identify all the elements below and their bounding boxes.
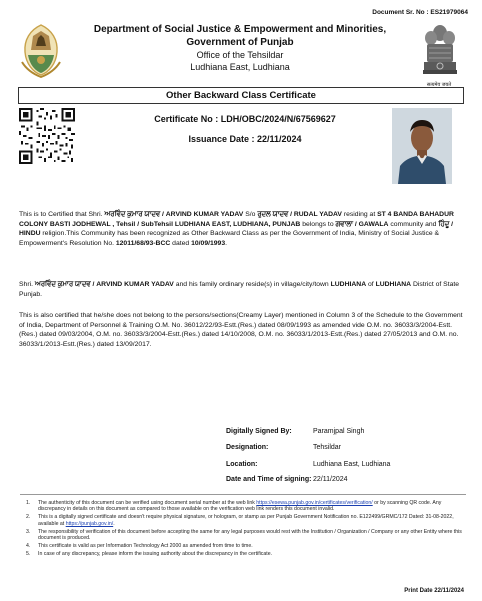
note-text: The responsibility of verification of this document before accepting the same for any legal purposes would rest with the Institution / Organization / Company or any other Entity where this document is produced.: [38, 528, 462, 542]
note-item: [20, 551, 466, 557]
resolution-date: 10/09/1993: [191, 239, 226, 247]
office-name: Office of the Tehsildar: [196, 50, 284, 60]
note-number: 5.: [26, 550, 31, 557]
father-name: ਰੁਦਲ ਯਾਦਵ / RUDAL YADAV: [257, 211, 342, 218]
signed-by-value: Paramjpal Singh: [313, 428, 365, 435]
residence-district: LUDHIANA: [375, 281, 412, 288]
note-item: [20, 514, 466, 527]
para1-text: S/o: [243, 211, 258, 218]
office-location: Ludhiana East, Ludhiana: [190, 62, 290, 72]
location-label: Location:: [226, 461, 258, 468]
para1-text: religion.This Community has been recognized as Other Backward Class as per the Government of India, Ministry of Social Justice & Empowerment's Resolution No.: [19, 230, 440, 247]
signing-datetime-row: [226, 476, 466, 488]
para1-text: belongs to: [300, 220, 336, 228]
notes-divider: [20, 494, 466, 495]
signed-by-row: [226, 428, 466, 440]
designation-row: [226, 444, 466, 456]
para2-text: and his family ordinary reside(s) in village/city/town: [173, 281, 331, 288]
para2-text: of: [366, 281, 376, 288]
para1-text: dated: [170, 239, 192, 247]
para1-text: residing at: [341, 211, 378, 218]
para2-text: District of State Punjab.: [19, 281, 460, 298]
para1-text: This is to Certified that Shri.: [19, 211, 105, 218]
note-text: or by scanning QR code. Any discrepancy in details on this document as compared to those available on the verification web link renders this document invalid.: [38, 500, 442, 513]
note-text: .: [113, 520, 115, 527]
qr-code-icon[interactable]: [19, 108, 75, 164]
punjab-gov-link[interactable]: https://punjab.gov.in/: [65, 520, 114, 527]
government-name: Government of Punjab: [186, 37, 294, 48]
location-row: [226, 461, 466, 473]
designation-value: Tehsildar: [313, 444, 342, 451]
signing-datetime-value: 22/11/2024: [313, 476, 348, 483]
national-emblem-icon: [420, 20, 460, 82]
note-text: In case of any discrepancy, please inform the issuing authority about the discrepancy in the certificate.: [38, 550, 273, 557]
notes-list: [20, 500, 466, 559]
note-item: [20, 529, 466, 542]
note-text: This certificate is valid as per Information Technology Act 2000 as amended from time to time.: [38, 542, 253, 549]
residence-town: LUDHIANA: [330, 281, 367, 288]
signing-datetime-label: Date and Time of signing:: [226, 476, 312, 483]
applicant-name: ਅਰਵਿੰਦ ਕੁਮਾਰ ਯਾਦਵ / ARVIND KUMAR YADAV: [34, 281, 174, 288]
certificate-number: Certificate No : LDH/OBC/2024/N/67569627: [154, 114, 336, 124]
department-name: Department of Social Justice & Empowerment and Minorities,: [93, 24, 387, 35]
designation-label: Designation:: [226, 444, 269, 451]
residence-paragraph: [19, 280, 465, 299]
signed-by-label: Digitally Signed By:: [226, 428, 292, 435]
emblem-motto: सत्यमेव जयते: [426, 82, 452, 88]
creamy-layer-paragraph: This is also certified that he/she does not belong to the persons/sections(Creamy Layer) mentioned in Column 3 of the Schedule to the Government of India, Department of Personnel & Training O.M. No. 36012/22/93-Estt.(Res.) dated 08/09/1993 as amended vide O.M. no. 36033/3/2004-Estt.(Res.) dated 09/03/2004, O.M. no. 36033/3/2004-Estt.(Res.) dated 14/10/2008, O.M. no. 36033/1/2013-Estt.(Res.) dated 27/05/2013 and O.M. no. 36033/1/2013-Estt.(Res.) dated 13/09/2017.: [19, 312, 463, 348]
issuance-date: Issuance Date : 22/11/2024: [188, 134, 302, 144]
note-item: [20, 543, 466, 549]
note-number: 2.: [26, 514, 31, 521]
document-serial: Document Sr. No : ES21979064: [372, 9, 468, 16]
applicant-name: ਅਰਵਿੰਦ ਕੁਮਾਰ ਯਾਦਵ / ARVIND KUMAR YADAV: [104, 211, 244, 218]
resolution-number: 12011/68/93-BCC: [115, 239, 171, 247]
print-date: Print Date 22/11/2024: [404, 588, 464, 594]
certificate-title: Other Backward Class Certificate: [18, 87, 464, 104]
note-text: The authenticity of this document can be verified using document serial number at the web link: [38, 500, 257, 506]
note-number: 4.: [26, 542, 31, 549]
religion-name: ਹਿੰਦੂ / HINDU: [19, 220, 453, 238]
para1-text: .: [225, 239, 228, 247]
para1-text: community and: [388, 220, 439, 228]
certification-paragraph: [19, 210, 465, 248]
note-item: [20, 500, 466, 513]
punjab-emblem-icon: [16, 22, 66, 78]
applicant-photo: [392, 108, 452, 184]
para2-text: Shri.: [19, 281, 35, 288]
verification-link[interactable]: https://esewa.punjab.gov.in/certificates/verification/: [256, 500, 373, 506]
applicant-address: ST 4 BANDA BAHADUR COLONY BASTI JODHEWAL , Tehsil / SubTehsil LUDHIANA EAST, LUDHIANA, PUNJAB: [19, 211, 454, 228]
note-number: 1.: [26, 500, 31, 506]
note-text: This is a digitally signed certificate and doesn't require physical signature, or hologram, or stamp as per Punjab Government Notification no. E122499/GRMC/172 Dated: 31-08-2022, available at: [38, 514, 454, 527]
note-number: 3.: [26, 528, 31, 535]
community-name: ਗਵਾਲਾ / GAWALA: [335, 220, 389, 228]
location-value: Ludhiana East, Ludhiana: [313, 461, 391, 468]
